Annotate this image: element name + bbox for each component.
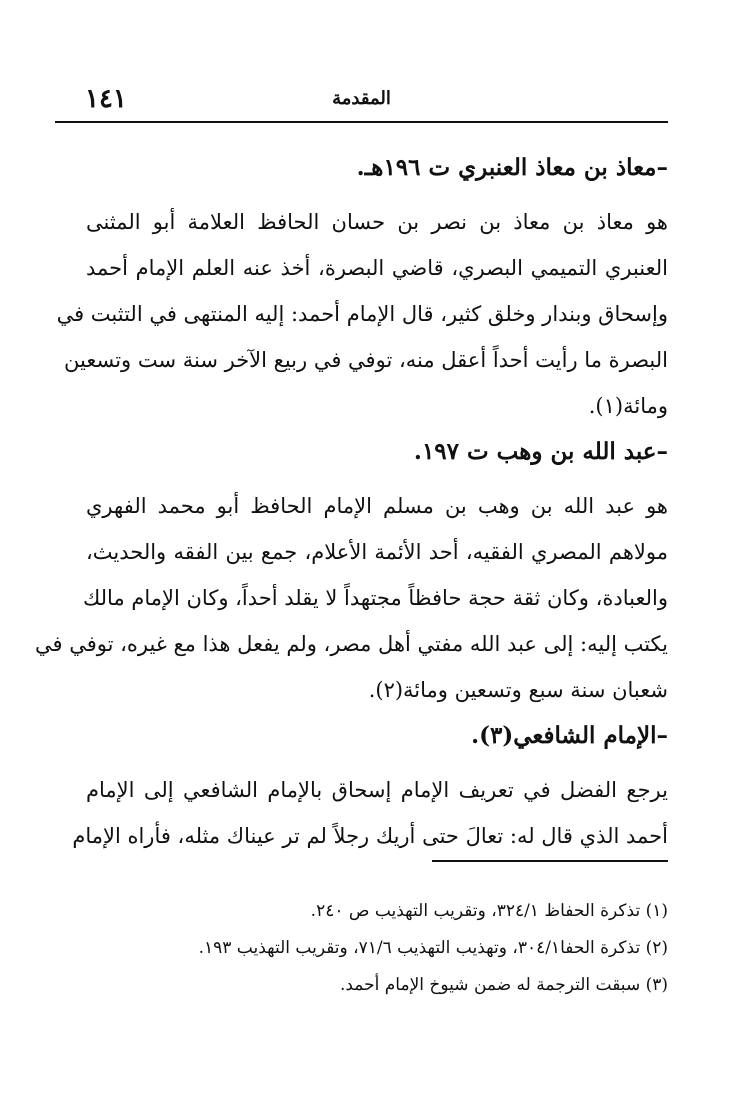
footnote-3: (٣) سبقت الترجمة له ضمن شيوخ الإمام أحمد. xyxy=(339,975,668,995)
paragraph-line: هو معاذ بن معاذ بن نصر بن حسان الحافظ العلامة أبو المثنى xyxy=(86,210,668,234)
paragraph-line: العنبري التميمي البصري، قاضي البصرة، أخذ عنه العلم الإمام أحمد xyxy=(86,256,668,280)
paragraph-line: يرجع الفضل في تعريف الإمام إسحاق بالإمام الشافعي إلى الإمام xyxy=(86,778,668,802)
paragraph-line: هو عبد الله بن وهب بن مسلم الإمام الحافظ أبو محمد الفهري xyxy=(86,494,668,518)
running-title: المقدمة xyxy=(332,88,391,109)
paragraph-line: شعبان سنة سبع وتسعين ومائة(٢). xyxy=(368,678,668,702)
section-heading-ibn-wahb: –عبد الله بن وهب ت ١٩٧. xyxy=(413,438,668,465)
spacer xyxy=(86,475,668,483)
paragraph-line: مولاهم المصري الفقيه، أحد الأئمة الأعلام، جمع بين الفقه والحديث، xyxy=(86,540,668,564)
paragraph-line: والعبادة، وكان ثقة حجة حافظاً مجتهداً لا يقلد أحداً، وكان الإمام مالك xyxy=(82,586,668,610)
page-number: ١٤١ xyxy=(85,84,127,114)
spacer xyxy=(86,759,668,767)
footnote-rule xyxy=(432,860,668,862)
footnote-1: (١) تذكرة الحفاظ ٣٢٤/١، وتقريب التهذيب ص ٢٤٠. xyxy=(310,901,668,921)
section-heading-muadh: –معاذ بن معاذ العنبري ت ١٩٦هـ. xyxy=(356,154,668,181)
header-rule xyxy=(55,121,668,123)
section-heading-shafii: –الإمام الشافعي(٣). xyxy=(471,722,668,749)
main-text xyxy=(34,145,668,859)
footnote-2: (٢) تذكرة الحفا٣٠٤/١، وتهذيب التهذيب ٧١/٦، وتقريب التهذيب ١٩٣. xyxy=(198,938,668,958)
paragraph-line: البصرة ما رأيت أحداً أعقل منه، توفي في ربيع الآخر سنة ست وتسعين xyxy=(64,348,668,372)
footnotes xyxy=(86,893,668,1004)
paragraph-line: يكتب إليه: إلى عبد الله مفتي أهل مصر، ولم يفعل هذا مع غيره، توفي في xyxy=(34,632,668,656)
paragraph-line: ومائة(١). xyxy=(588,394,668,418)
paragraph-line: أحمد الذي قال له: تعالَ حتى أريك رجلاً لم تر عيناك مثله، فأراه الإمام xyxy=(72,824,668,848)
spacer xyxy=(86,191,668,199)
paragraph-line: وإسحاق وبندار وخلق كثير، قال الإمام أحمد: إليه المنتهى في التثبت في xyxy=(56,302,668,326)
page-header xyxy=(55,82,668,116)
